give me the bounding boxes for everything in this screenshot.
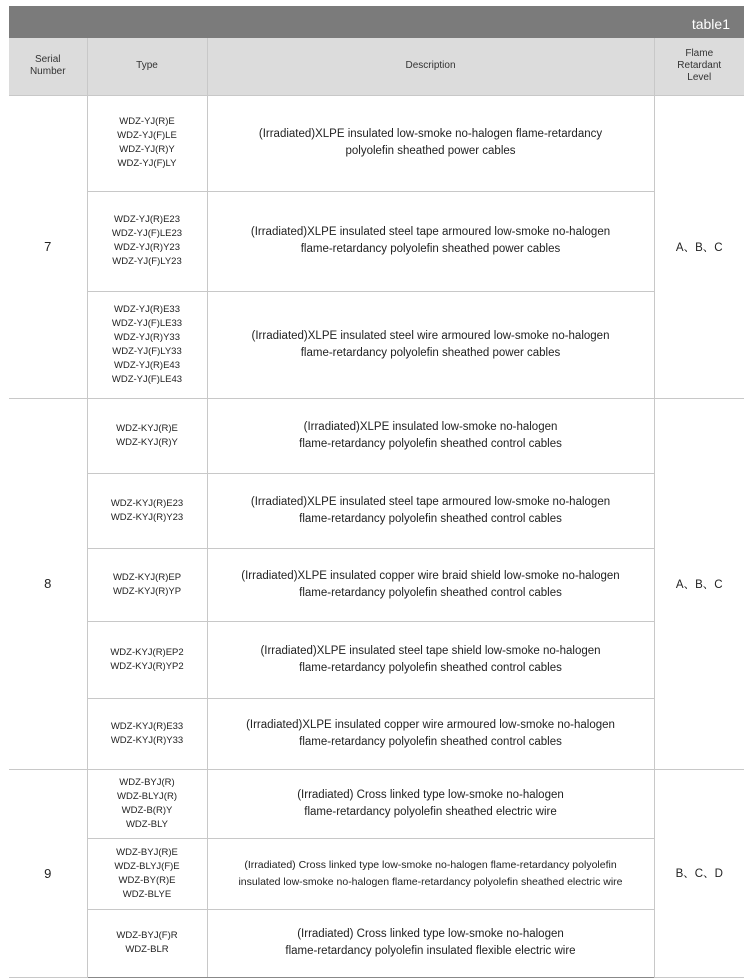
header-level-line: Level [687,72,712,84]
type-cell [87,473,207,548]
description-cell [207,838,654,909]
cable-spec-table [9,38,744,978]
description-line: flame-retardancy polyolefin sheathed electric wire [304,805,557,818]
type-code: WDZ-YJ(F)LY23 [112,256,182,267]
description-line: (Irradiated) Cross linked type low-smoke no-halogen [297,928,564,940]
type-code: WDZ-BLYJ(R) [117,790,177,802]
type-code: WDZ-BLR [125,944,169,955]
type-code: WDZ-KYJ(R)YP2 [110,660,184,672]
type-code: WDZ-KYJ(R)EP2 [110,646,184,658]
type-code: WDZ-KYJ(R)Y [116,436,178,448]
table-row [9,95,744,191]
description-line: flame-retardancy polyolefin insulated flexible electric wire [285,945,576,957]
type-code: WDZ-YJ(F)LE43 [111,373,183,385]
type-code: WDZ-KYJ(R)Y23 [110,511,184,523]
type-code: WDZ-BYJ(R)E [116,846,178,858]
type-code: WDZ-YJ(R)E33 [114,303,180,315]
type-cell [87,698,207,769]
type-code: WDZ-BYJ(R) [119,776,175,788]
type-cell [87,769,207,838]
table-row [9,769,744,838]
type-code: WDZ-KYJ(R)E [116,422,178,434]
type-cell [87,95,207,191]
type-code: WDZ-YJ(F)LY33 [112,345,182,357]
type-code: WDZ-YJ(R)E23 [114,214,180,225]
type-code: WDZ-BY(R)E [118,874,176,886]
type-code: WDZ-YJ(R)Y33 [114,331,180,343]
type-code: WDZ-KYJ(R)YP [112,585,182,597]
type-code: WDZ-KYJ(R)EP [112,571,182,583]
description-cell [207,621,654,698]
flame-retardant-level-cell: A、B、C [654,95,744,398]
table-row [9,838,744,909]
description-cell [207,95,654,191]
table-row [9,621,744,698]
serial-number-cell: 9 [9,769,87,977]
table-row [9,548,744,621]
description-cell [207,548,654,621]
header-serial-line: Number [29,66,66,78]
description-line: (Irradiated)XLPE insulated steel tape shield low-smoke no-halogen [260,644,601,657]
description-line: insulated low-smoke no-halogen flame-retardancy polyolefin sheathed electric wire [238,875,623,888]
description-line: flame-retardancy polyolefin sheathed power cables [300,346,561,359]
description-cell [207,191,654,291]
serial-number-cell: 8 [9,398,87,769]
header-serial-number [9,38,87,95]
type-cell [87,838,207,909]
header-level-line: Flame [685,48,714,60]
description-line: (Irradiated)XLPE insulated steel tape armoured low-smoke no-halogen [250,495,611,508]
table-row [9,191,744,291]
description-line: (Irradiated)XLPE insulated copper wire armoured low-smoke no-halogen [246,718,615,731]
description-line: (Irradiated)XLPE insulated copper wire braid shield low-smoke no-halogen [241,569,620,582]
table-row [9,291,744,398]
description-line: flame-retardancy polyolefin sheathed control cables [299,437,562,450]
table-body [9,95,744,977]
type-code: WDZ-B(R)Y [121,804,173,816]
description-line: (Irradiated) Cross linked type low-smoke no-halogen flame-retardancy polyolefin [244,858,617,871]
description-cell [207,398,654,473]
type-cell [87,909,207,977]
type-code: WDZ-KYJ(R)Y33 [110,734,184,746]
description-cell [207,291,654,398]
type-cell [87,398,207,473]
type-cell [87,621,207,698]
header-serial-line: Serial [34,54,61,66]
header-row [9,38,744,95]
table-caption: table1 [9,6,744,38]
type-code: WDZ-YJ(R)E43 [114,359,180,371]
description-cell [207,473,654,548]
header-description: Description [207,38,654,95]
header-type: Type [87,38,207,95]
flame-retardant-level-cell: B、C、D [654,769,744,977]
description-line: polyolefin sheathed power cables [345,145,516,157]
table-container [9,6,744,978]
type-code: WDZ-YJ(R)E [119,116,175,127]
type-code: WDZ-YJ(R)Y [119,144,175,155]
type-code: WDZ-BLYE [122,888,172,900]
description-line: (Irradiated)XLPE insulated low-smoke no-halogen [303,420,558,433]
table-row [9,398,744,473]
description-line: (Irradiated)XLPE insulated steel tape armoured low-smoke no-halogen [250,226,611,238]
description-line: (Irradiated)XLPE insulated low-smoke no-halogen flame-retardancy [258,128,603,140]
type-code: WDZ-BLYJ(F)E [114,860,180,872]
serial-number-cell: 7 [9,95,87,398]
header-flame-retardant-level [654,38,744,95]
description-line: flame-retardancy polyolefin sheathed control cables [299,735,562,748]
description-line: flame-retardancy polyolefin sheathed control cables [299,661,562,674]
description-line: flame-retardancy polyolefin sheathed control cables [299,512,562,525]
table-row [9,698,744,769]
type-code: WDZ-KYJ(R)E23 [110,497,184,509]
description-line: (Irradiated)XLPE insulated steel wire armoured low-smoke no-halogen [251,329,610,342]
table-row [9,473,744,548]
type-code: WDZ-BLY [125,818,169,830]
type-code: WDZ-YJ(F)LY [117,158,177,169]
type-code: WDZ-BYJ(F)R [116,930,178,941]
type-code: WDZ-YJ(F)LE23 [111,228,183,239]
description-cell [207,698,654,769]
type-cell [87,191,207,291]
type-cell [87,291,207,398]
flame-retardant-level-cell: A、B、C [654,398,744,769]
description-line: flame-retardancy polyolefin sheathed control cables [299,586,562,599]
description-cell [207,769,654,838]
table-row [9,909,744,977]
type-code: WDZ-YJ(R)Y23 [114,242,180,253]
type-code: WDZ-YJ(F)LE [117,130,177,141]
description-line: flame-retardancy polyolefin sheathed power cables [300,243,561,255]
type-code: WDZ-KYJ(R)E33 [110,720,184,732]
type-code: WDZ-YJ(F)LE33 [111,317,183,329]
description-line: (Irradiated) Cross linked type low-smoke no-halogen [297,788,564,801]
description-cell [207,909,654,977]
header-level-line: Retardant [677,60,722,72]
type-cell [87,548,207,621]
